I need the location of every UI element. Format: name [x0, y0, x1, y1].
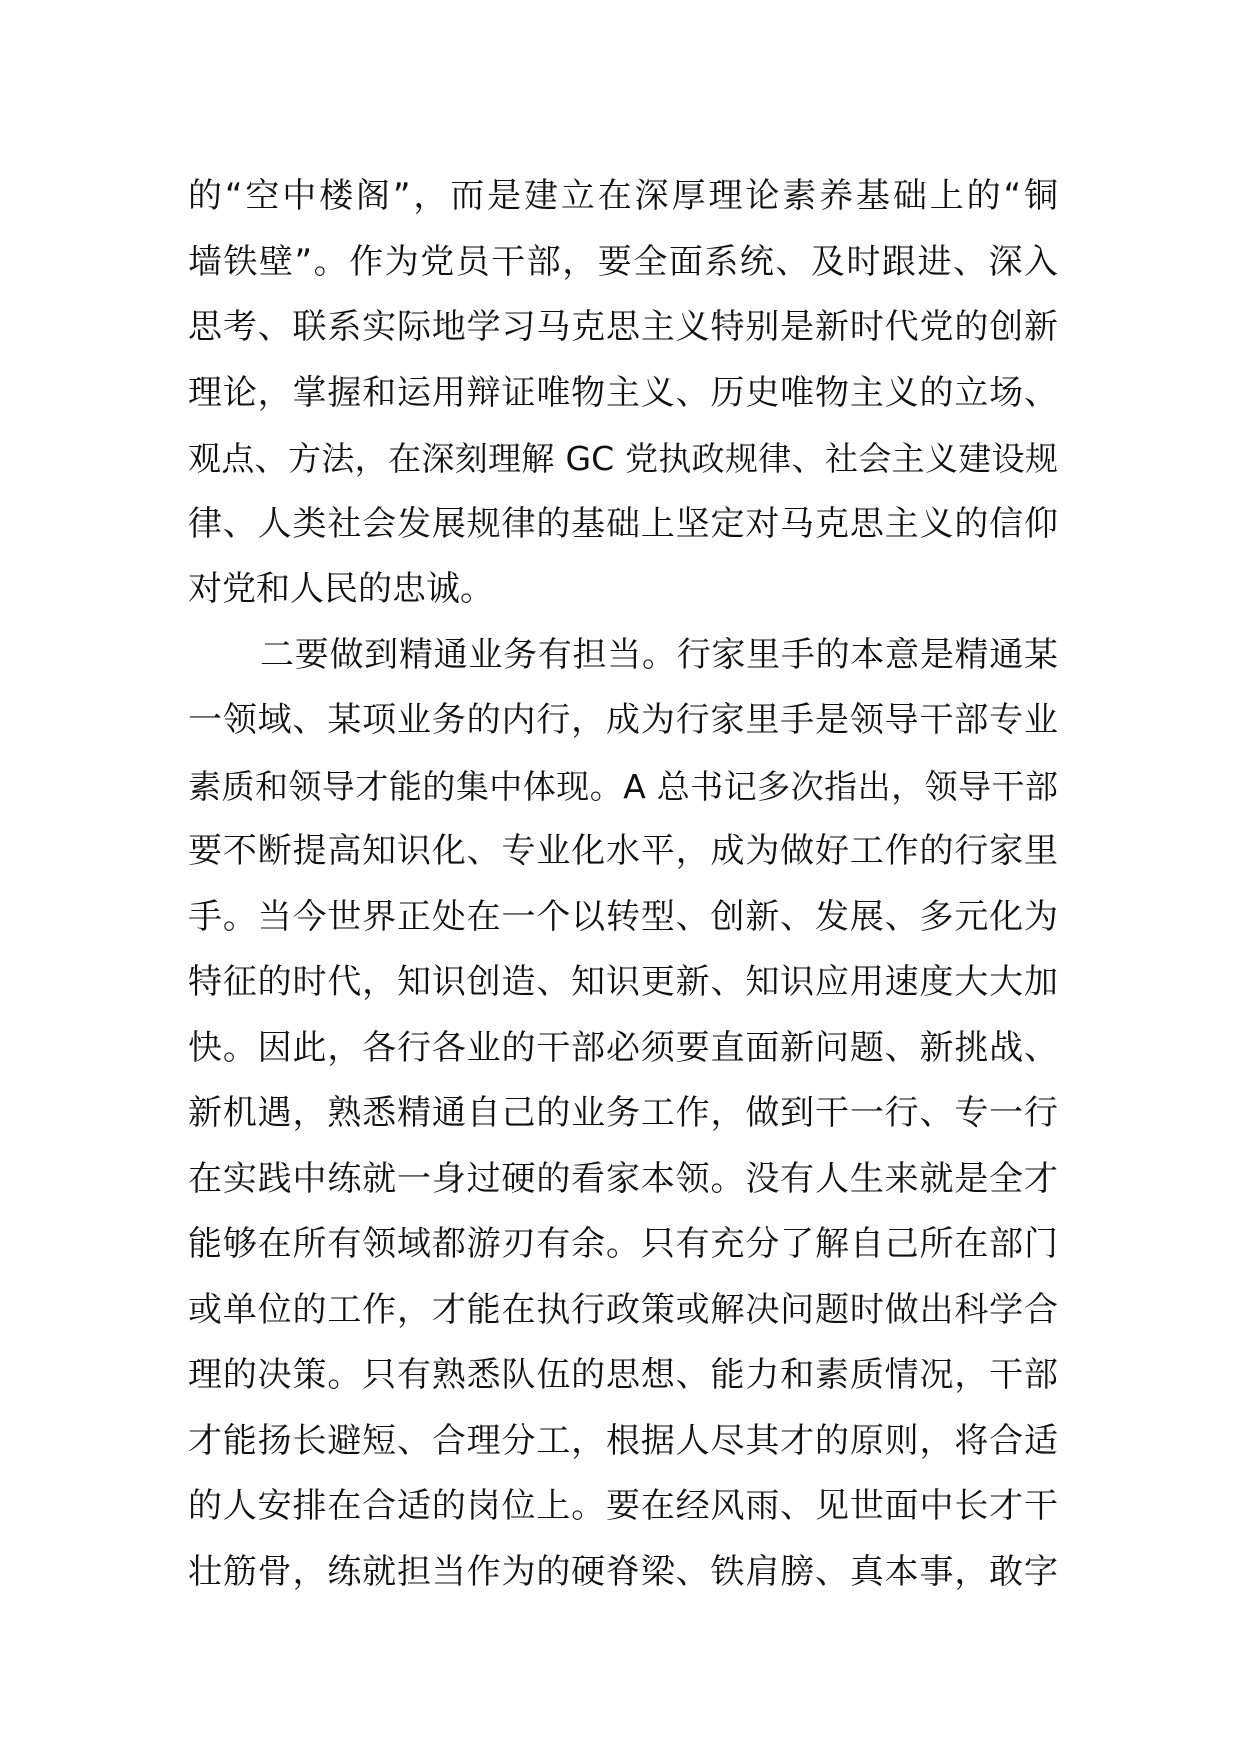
- text-line: 一领域、某项业务的内行，成为行家里手是领导干部专业: [188, 700, 1058, 740]
- text-line: 在实践中练就一身过硬的看家本领。没有人生来就是全才: [188, 1158, 1058, 1199]
- text-line: 能够在所有领域都游刃有余。只有充分了解自己所在部门: [188, 1224, 1058, 1264]
- text-line: 特征的时代，知识创造、知识更新、知识应用速度大大加: [188, 962, 1058, 1002]
- body-text: [188, 164, 1058, 1605]
- text-line: 快。因此，各行各业的干部必须要直面新问题、新挑战、: [188, 1027, 1058, 1068]
- text-line: 观点、方法，在深刻理解 GC 党执政规律、社会主义建设规: [188, 439, 1058, 478]
- text-line: 律、人类社会发展规律的基础上坚定对马克思主义的信仰: [188, 503, 1058, 544]
- text-line: 的人安排在合适的岗位上。要在经风雨、见世面中长才干: [188, 1486, 1058, 1526]
- text-line: 新机遇，熟悉精通自己的业务工作，做到干一行、专一行: [188, 1093, 1058, 1133]
- text-line: 要不断提高知识化、专业化水平，成为做好工作的行家里: [188, 831, 1058, 871]
- paragraph-start-line: 二要做到精通业务有担当。行家里手的本意是精通某: [260, 634, 1058, 675]
- text-line: 理论，掌握和运用辩证唯物主义、历史唯物主义的立场、: [188, 372, 1058, 413]
- paragraph-end-line: 对党和人民的忠诚。: [188, 569, 494, 609]
- text-line: 思考、联系实际地学习马克思主义特别是新时代党的创新: [188, 307, 1058, 347]
- text-line: 或单位的工作，才能在执行政策或解决问题时做出科学合: [188, 1289, 1058, 1330]
- text-line: 壮筋骨，练就担当作为的硬脊梁、铁肩膀、真本事，敢字: [188, 1551, 1058, 1592]
- text-line: 理的决策。只有熟悉队伍的思想、能力和素质情况，干部: [188, 1355, 1058, 1395]
- text-line: 的“空中楼阁”，而是建立在深厚理论素养基础上的“铜: [188, 176, 1058, 216]
- text-line: 才能扬长避短、合理分工，根据人尽其才的原则，将合适: [188, 1420, 1058, 1461]
- text-line: 素质和领导才能的集中体现。A 总书记多次指出，领导干部: [188, 766, 1058, 806]
- text-line: 墙铁壁”。作为党员干部，要全面系统、及时跟进、深入: [188, 241, 1058, 282]
- text-line: 手。当今世界正处在一个以转型、创新、发展、多元化为: [188, 896, 1058, 937]
